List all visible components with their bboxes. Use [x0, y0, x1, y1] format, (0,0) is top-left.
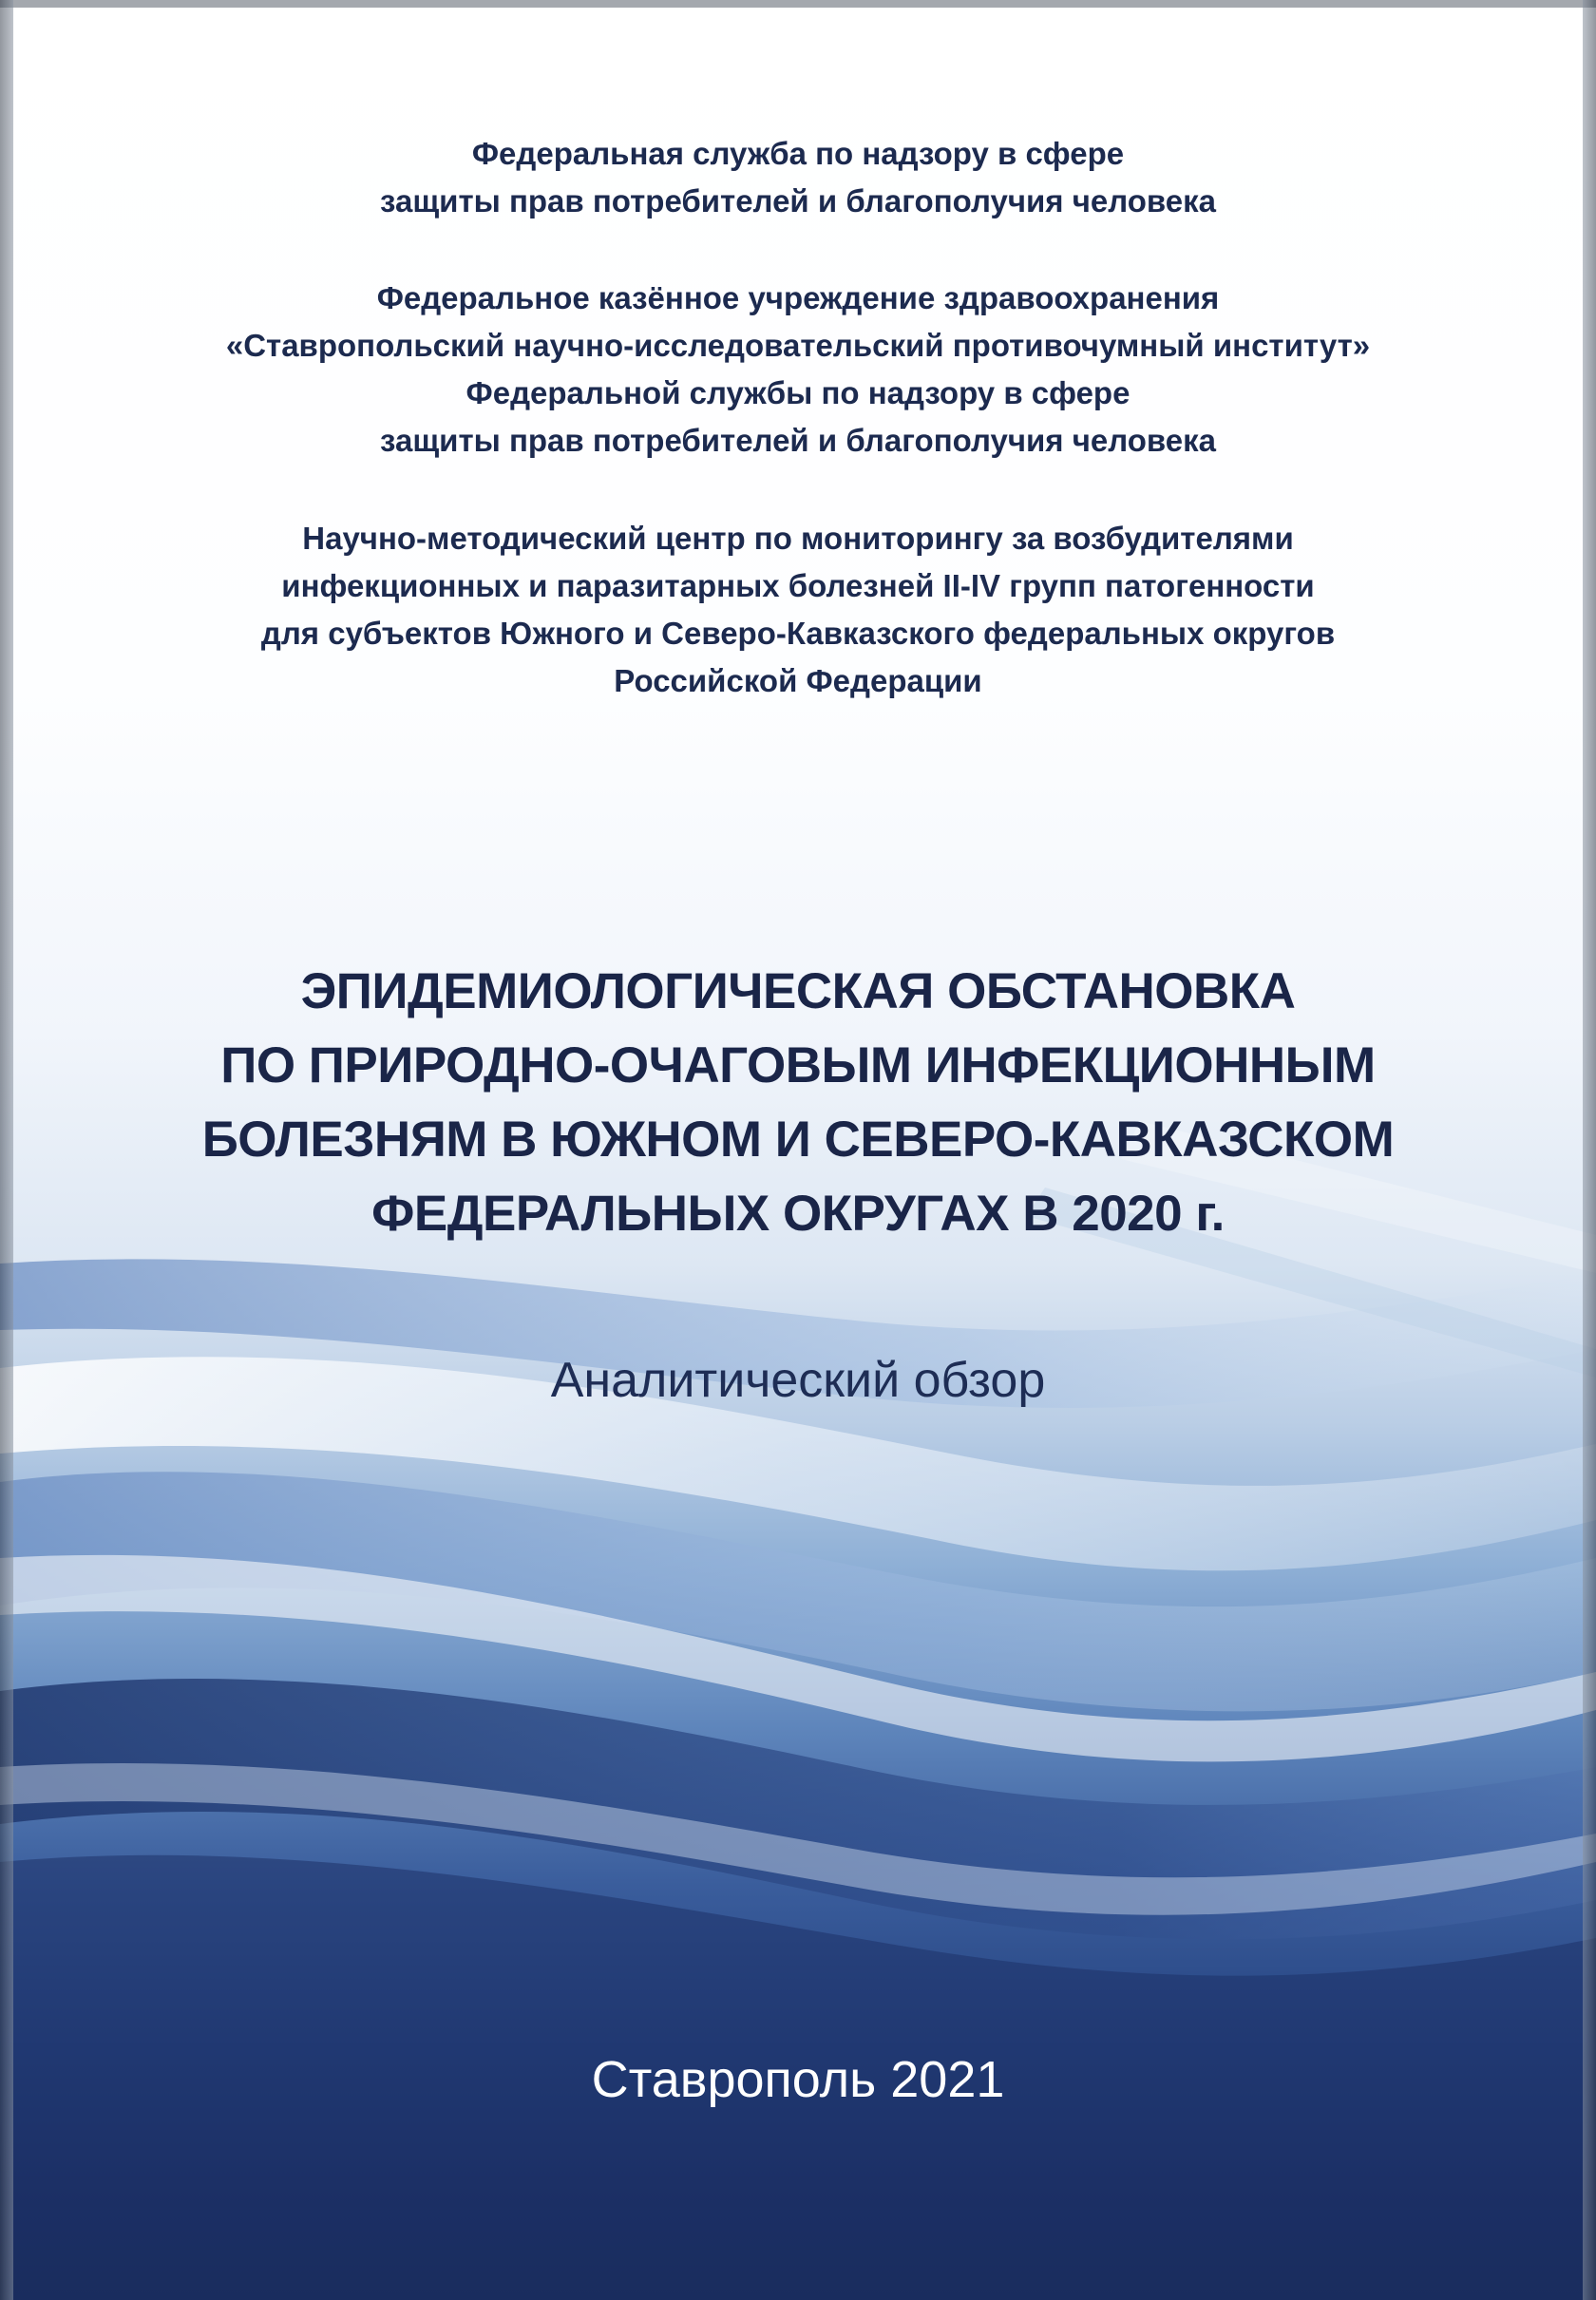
- scan-top-edge: [0, 0, 1596, 8]
- org-line: Российской Федерации: [614, 663, 982, 698]
- organization-federal-service: [133, 130, 1463, 225]
- title-line: ЭПИДЕМИОЛОГИЧЕСКАЯ ОБСТАНОВКА: [300, 963, 1296, 1019]
- org-line: Научно-методический центр по мониторингу за возбудителями: [302, 521, 1294, 556]
- org-line: «Ставропольский научно-исследовательский противочумный институт»: [225, 328, 1371, 363]
- org-line: для субъектов Южного и Северо-Кавказского федеральных округов: [260, 616, 1336, 651]
- org-line: защиты прав потребителей и благополучия человека: [380, 183, 1216, 219]
- org-line: Федеральной службы по надзору в сфере: [466, 375, 1130, 410]
- org-line: Федеральное казённое учреждение здравоохранения: [376, 280, 1220, 315]
- org-line: Федеральная служба по надзору в сфере: [471, 136, 1125, 171]
- organization-institute: [133, 275, 1463, 465]
- title-line: БОЛЕЗНЯМ В ЮЖНОМ И СЕВЕРО-КАВКАЗСКОМ: [201, 1112, 1395, 1168]
- scan-left-edge: [0, 0, 13, 2300]
- org-line: защиты прав потребителей и благополучия человека: [380, 423, 1216, 458]
- organization-methodical-center: [133, 515, 1463, 705]
- title-line: ПО ПРИРОДНО-ОЧАГОВЫМ ИНФЕКЦИОННЫМ: [220, 1037, 1376, 1093]
- document-subtitle: Аналитический обзор: [550, 1353, 1046, 1408]
- org-line: инфекционных и паразитарных болезней II-IV групп патогенности: [281, 568, 1315, 603]
- document-title: [95, 955, 1501, 1251]
- publication-place-year: Ставрополь 2021: [591, 2051, 1005, 2108]
- scan-right-edge: [1583, 0, 1596, 2300]
- title-line: ФЕДЕРАЛЬНЫХ ОКРУГАХ В 2020 г.: [371, 1186, 1225, 1242]
